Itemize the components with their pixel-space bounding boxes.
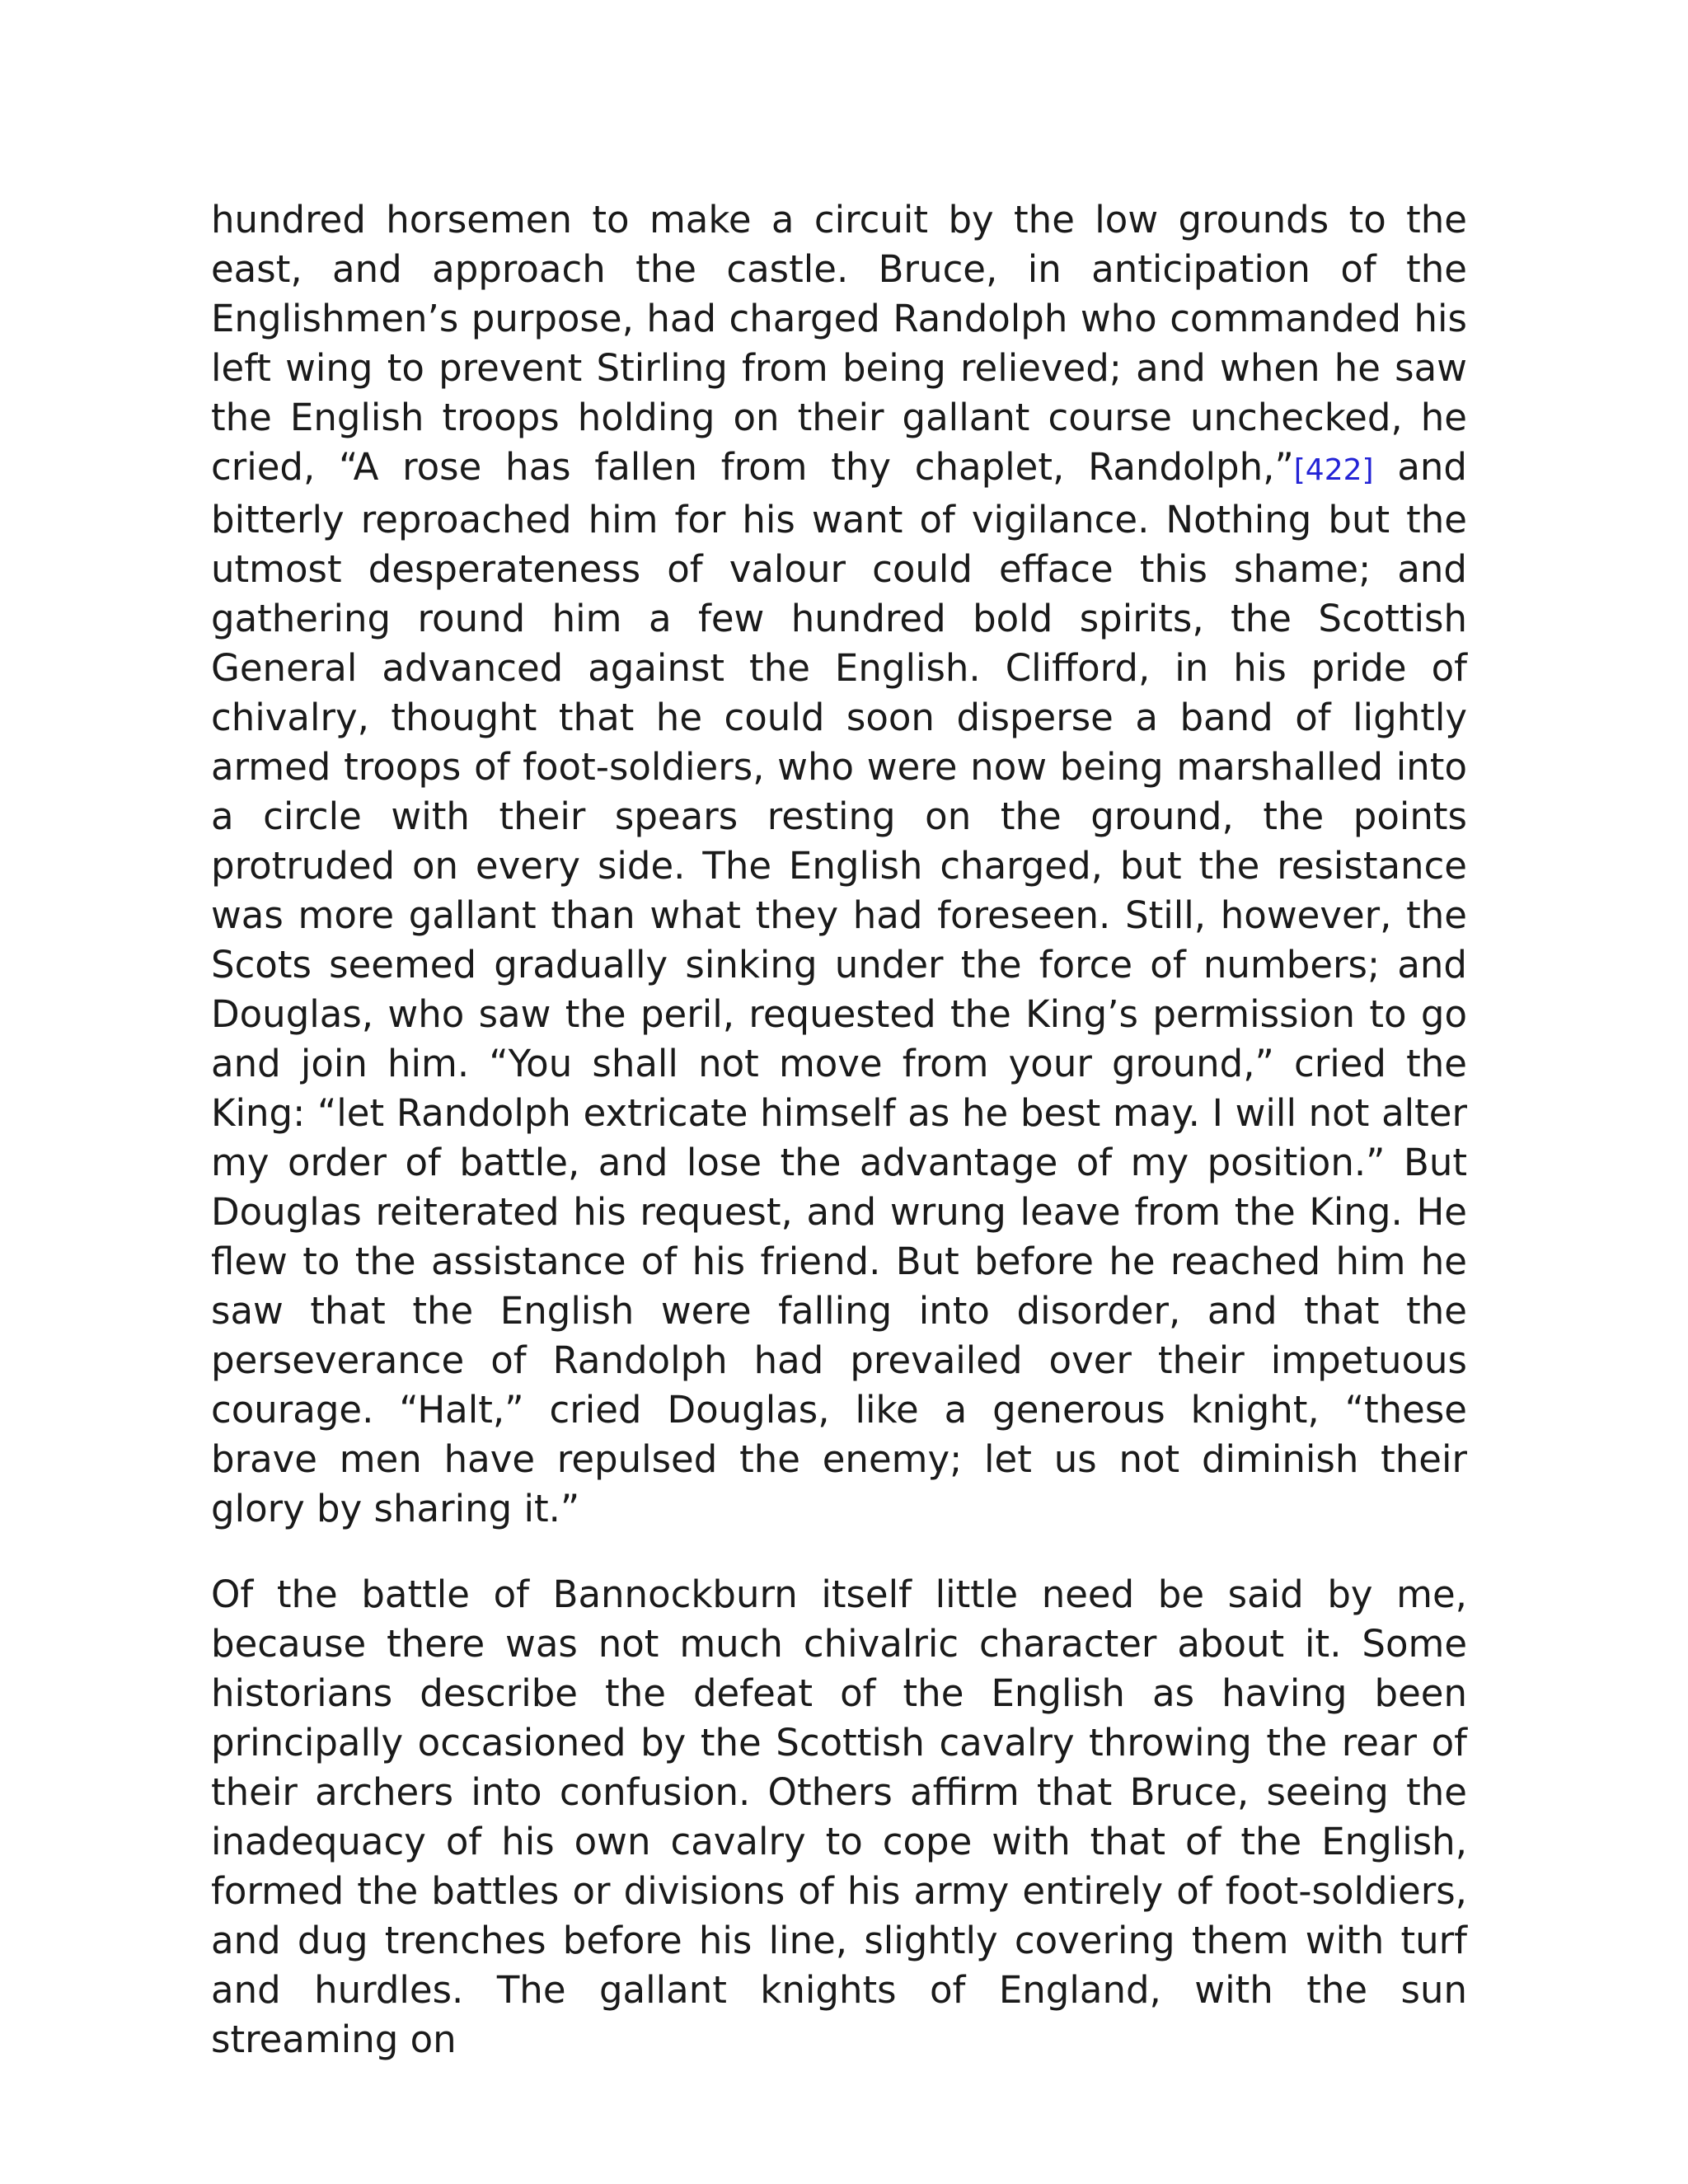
paragraph-text: and bitterly reproached him for his want of vigilance. Nothing but the utmost desperateness of valour could efface this shame; and gathering round him a few hundred bold spirits, the Scottish General advanced against the English. Clifford, in his pride of chivalry, thought that he could soon disperse a band of lightly armed troops of foot-soldiers, who were now being marshalled into a circle with their spears resting on the ground, the points protruded on every side. The English charged, but the resistance was more gallant than what they had foreseen. Still, however, the Scots seemed gradually sinking under the force of numbers; and Douglas, who saw the peril, requested the King’s permission to go and join him. “You shall not move from your ground,” cried the King: “let Randolph extricate himself as he best may. I will not alter my order of battle, and lose the advantage of my position.” But Douglas reiterated his request, and wrung leave from the King. He flew to the assistance of his friend. But before he reached him he saw that the English were falling into disorder, and that the perseverance of Randolph had prevailed over their impetuous courage. “Halt,” cried Douglas, like a generous knight, “these brave men have repulsed the enemy; let us not diminish their glory by sharing it.”	[211, 445, 1467, 1530]
paragraph-text: hundred horsemen to make a circuit by the low grounds to the east, and approach the castle. Bruce, in anticipation of the Englishmen’s purpose, had charged Randolph who commanded his left wing to prevent Stirling from being relieved; and when he saw the English troops holding on their gallant course unchecked, he cried, “A rose has fallen from thy chaplet, Randolph,”	[211, 198, 1467, 489]
footnote-link[interactable]: [422]	[1293, 453, 1374, 487]
paragraph	[211, 195, 1467, 1534]
document-page	[211, 195, 1467, 2064]
paragraph-text: Of the battle of Bannockburn itself little need be said by me, because there was not much chivalric character about it. Some historians describe the defeat of the English as having been principally occasioned by the Scottish cavalry throwing the rear of their archers into confusion. Others affirm that Bruce, seeing the inadequacy of his own cavalry to cope with that of the English, formed the battles or divisions of his army entirely of foot-soldiers, and dug trenches before his line, slightly covering them with turf and hurdles. The gallant knights of England, with the sun streaming on	[211, 1572, 1467, 2061]
paragraph	[211, 1570, 1467, 2064]
